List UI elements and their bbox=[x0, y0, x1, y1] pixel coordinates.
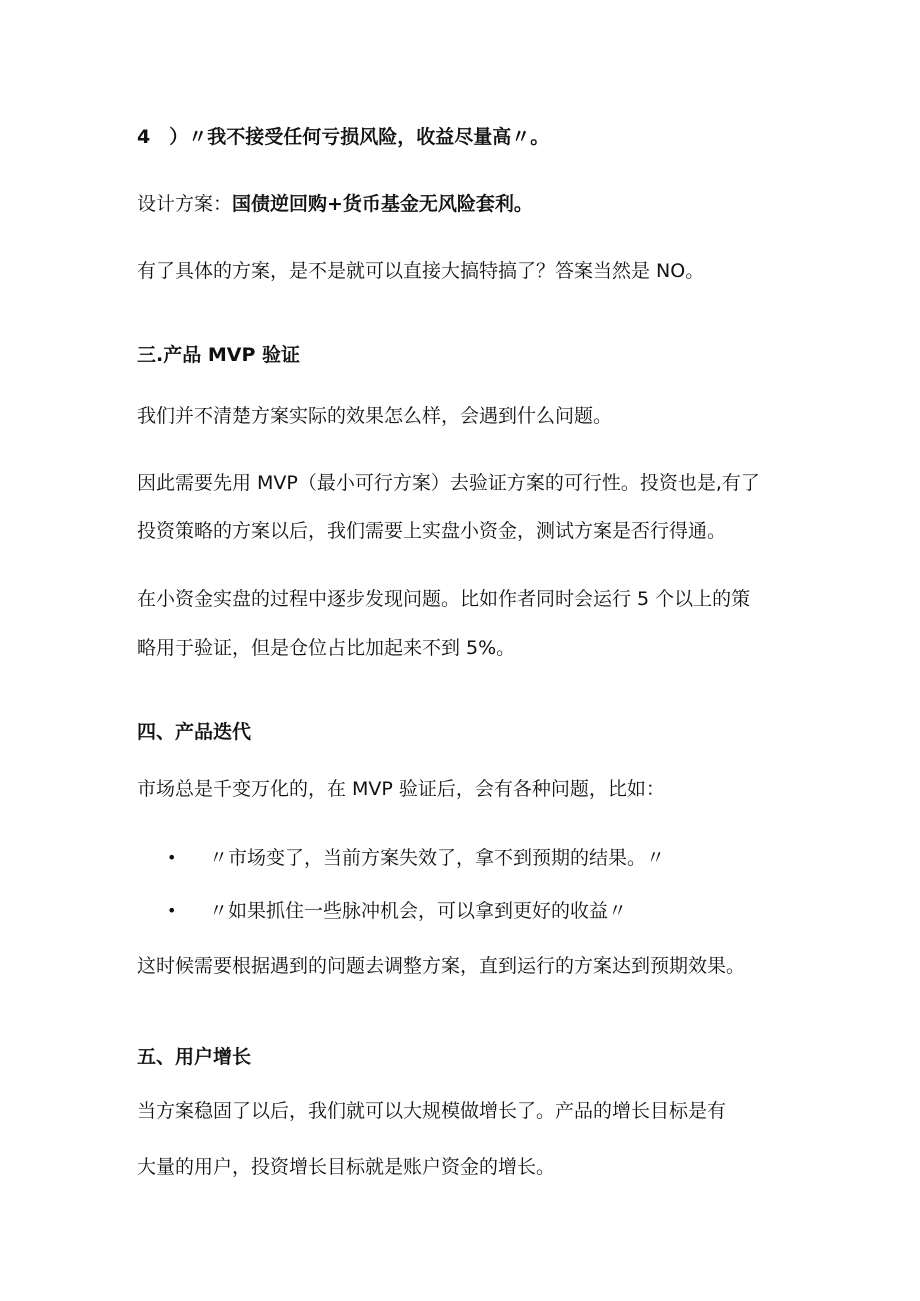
section-4-heading: 四、产品迭代 bbox=[137, 721, 252, 743]
section-5-paragraph-line-2: 大量的用户，投资增长目标就是账户资金的增长。 bbox=[137, 1156, 556, 1178]
item-4-quote: 〃我不接受任何亏损风险，收益尽量高〃。 bbox=[188, 126, 550, 148]
section-3-paragraph-1: 我们并不清楚方案实际的效果怎么样，会遇到什么问题。 bbox=[137, 405, 613, 427]
item-4-number: 4 ） bbox=[137, 126, 189, 148]
design-plan-line bbox=[137, 191, 533, 217]
design-plan-value: 国债逆回购+货币基金无风险套利。 bbox=[232, 193, 533, 215]
section-5-heading: 五、用户增长 bbox=[137, 1046, 252, 1068]
section-3-heading: 三.产品 MVP 验证 bbox=[137, 344, 300, 366]
bullet-text: 〃市场变了，当前方案失效了，拿不到预期的结果。〃 bbox=[209, 847, 666, 869]
section-4-intro: 市场总是千变万化的，在 MVP 验证后，会有各种问题，比如： bbox=[137, 778, 665, 800]
bullet-dot-icon: • bbox=[167, 848, 177, 867]
bullet-dot-icon: • bbox=[167, 901, 177, 920]
section-5-paragraph-line-1: 当方案稳固了以后，我们就可以大规模做增长了。产品的增长目标是有 bbox=[137, 1100, 727, 1122]
section-3-paragraph-3-line-1: 在小资金实盘的过程中逐步发现问题。比如作者同时会运行 5 个以上的策 bbox=[137, 588, 751, 610]
design-plan-label: 设计方案： bbox=[137, 193, 233, 215]
section-3-paragraph-2-line-2: 投资策略的方案以后，我们需要上实盘小资金，测试方案是否行得通。 bbox=[137, 520, 727, 542]
section-3-paragraph-2-line-1: 因此需要先用 MVP（最小可行方案）去验证方案的可行性。投资也是,有了 bbox=[137, 472, 760, 494]
question-paragraph: 有了具体的方案，是不是就可以直接大搞特搞了？答案当然是 NO。 bbox=[137, 260, 705, 282]
item-4-line bbox=[137, 124, 549, 150]
section-4-conclusion: 这时候需要根据遇到的问题去调整方案，直到运行的方案达到预期效果。 bbox=[137, 955, 746, 977]
bullet-text: 〃如果抓住一些脉冲机会，可以拿到更好的收益〃 bbox=[209, 900, 628, 922]
section-3-paragraph-3-line-2: 略用于验证，但是仓位占比加起来不到 5%。 bbox=[137, 637, 516, 659]
